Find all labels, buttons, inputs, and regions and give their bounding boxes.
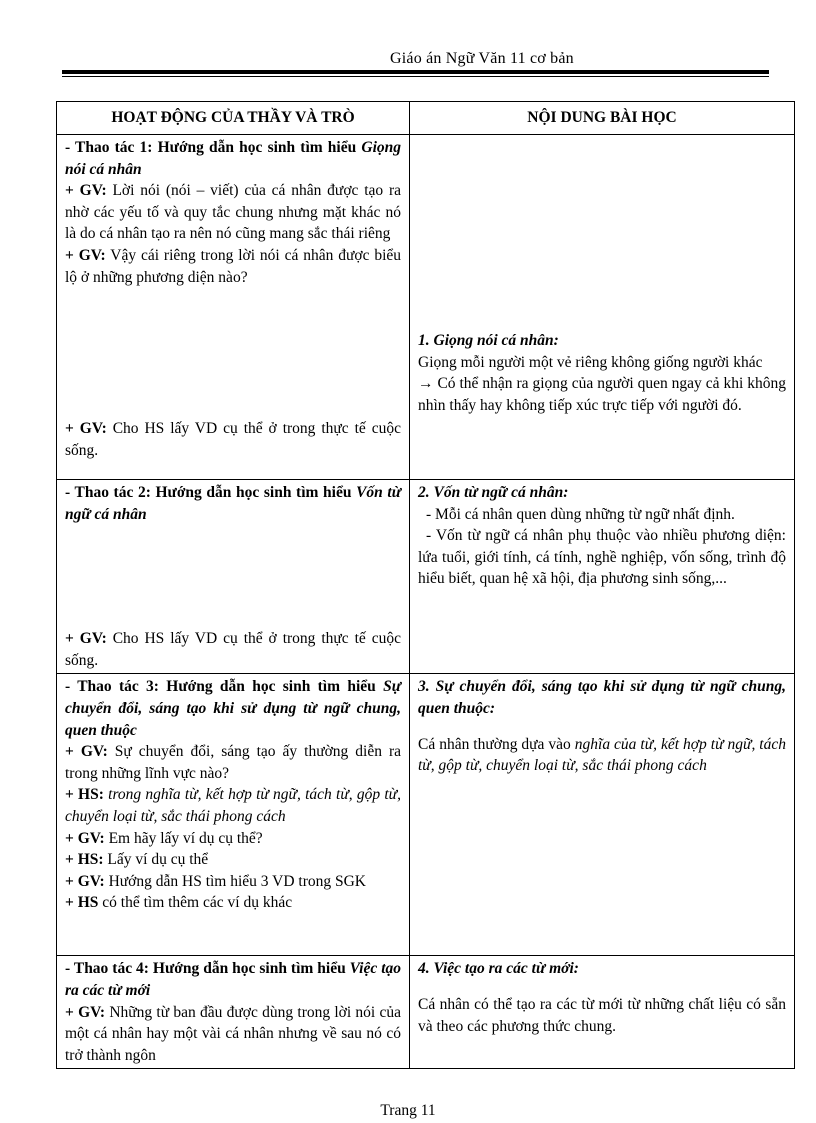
content-cell [410,480,795,674]
content-paragraph: → Có thể nhận ra giọng của người quen ngay cả khi không nhìn thấy hay không tiếp xúc trực tiếp với người đó. [418,375,786,414]
activity-heading: - Thao tác 3: Hướng dẫn học sinh tìm hiểu Sự chuyển đổi, sáng tạo khi sử dụng từ ngữ chung, quen thuộc [65,678,401,739]
activity-heading: - Thao tác 4: Hướng dẫn học sinh tìm hiểu Việc tạo ra các từ mới [65,960,401,999]
content-cell [410,135,795,480]
activity-heading: - Thao tác 2: Hướng dẫn học sinh tìm hiểu Vốn từ ngữ cá nhân [65,484,401,523]
column-header-activities: HOẠT ĐỘNG CỦA THẦY VÀ TRÒ [57,102,410,135]
column-header-content: NỘI DUNG BÀI HỌC [410,102,795,135]
table-row [57,135,795,480]
content-title: 3. Sự chuyển đổi, sáng tạo khi sử dụng từ ngữ chung, quen thuộc: [418,678,786,717]
teacher-note: + GV: Lời nói (nói – viết) của cá nhân được tạo ra nhờ các yếu tố và quy tắc chung nhưng mặt khác nó là do cá nhân tạo ra nên nó cũng mang sắc thái riêng [65,182,401,243]
activity-heading: - Thao tác 1: Hướng dẫn học sinh tìm hiểu Giọng nói cá nhân [65,139,401,178]
content-paragraph: - Mỗi cá nhân quen dùng những từ ngữ nhất định. [426,505,735,523]
content-paragraph: - Vốn từ ngữ cá nhân phụ thuộc vào nhiều phương diện: lứa tuổi, giới tính, cá tính, nghề nghiệp, vốn sống, trình độ hiểu biết, quan hệ xã hội, địa phương sinh sống,... [418,527,786,588]
teacher-note: + GV: Vậy cái riêng trong lời nói cá nhân được biểu lộ ở những phương diện nào? [65,246,402,286]
page-number: Trang 11 [380,1102,436,1119]
activity-cell [57,135,410,480]
teacher-note: + GV: Sự chuyển đổi, sáng tạo ấy thường diễn ra trong những lĩnh vực nào? [65,743,401,782]
teacher-note: + GV: Hướng dẫn HS tìm hiểu 3 VD trong SGK [65,872,367,890]
content-cell [410,674,795,956]
arrow-icon: → [418,375,434,393]
header-rule-thick [62,70,769,74]
content-title: 2. Vốn từ ngữ cá nhân: [418,484,569,501]
content-title: 4. Việc tạo ra các từ mới: [418,960,579,978]
student-note: + HS: trong nghĩa từ, kết hợp từ ngữ, tách từ, gộp từ, chuyển loại từ, sắc thái phong cách [65,786,402,825]
header-rule-thin [62,76,769,77]
student-note: + HS có thể tìm thêm các ví dụ khác [65,894,293,912]
student-note: + HS: Lấy ví dụ cụ thể [65,851,209,869]
content-title: 1. Giọng nói cá nhân: [418,332,559,349]
content-cell [410,956,795,1069]
table-row [57,480,795,674]
activity-cell [57,480,410,674]
teacher-note: + GV: Em hãy lấy ví dụ cụ thể? [65,829,263,847]
activity-cell [57,956,410,1069]
teacher-note: + GV: Cho HS lấy VD cụ thể ở trong thực tế cuộc sống. [65,420,401,459]
table-header-row [57,102,795,135]
content-paragraph: Giọng mỗi người một vẻ riêng không giống người khác [418,353,763,371]
content-paragraph: Cá nhân thường dựa vào nghĩa của từ, kết hợp từ ngữ, tách từ, gộp từ, chuyển loại từ, sắc thái phong cách [418,735,786,775]
header-title: Giáo án Ngữ Văn 11 cơ bản [390,50,574,67]
activity-cell [57,674,410,956]
table-row [57,956,795,1069]
teacher-note: + GV: Những từ ban đầu được dùng trong lời nói của một cá nhân hay một vài cá nhân nhưng về sau nó có trở thành ngôn [65,1003,401,1064]
lesson-table [56,101,795,1069]
content-paragraph: Cá nhân có thể tạo ra các từ mới từ những chất liệu có sẵn và theo các phương thức chung. [418,995,786,1035]
table-row [57,674,795,956]
teacher-note: + GV: Cho HS lấy VD cụ thể ở trong thực tế cuộc sống. [65,630,401,669]
